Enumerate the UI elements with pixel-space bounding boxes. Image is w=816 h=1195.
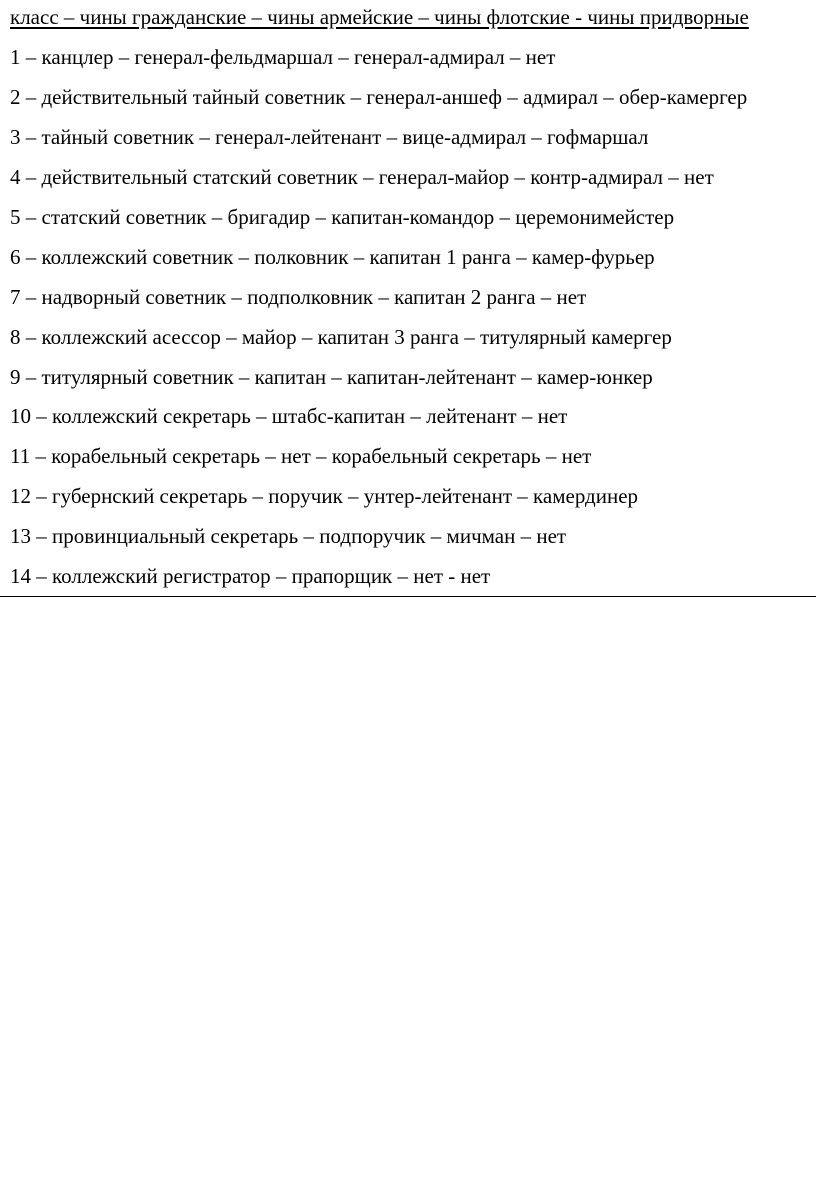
- rank-row-4: 4 – действительный статский советник – генерал-майор – контр-адмирал – нет: [10, 165, 714, 190]
- rank-row-10: 10 – коллежский секретарь – штабс-капитан – лейтенант – нет: [10, 404, 568, 429]
- rank-row-6: 6 – коллежский советник – полковник – капитан 1 ранга – камер-фурьер: [10, 244, 655, 269]
- rank-row-5: 5 – статский советник – бригадир – капитан-командор – церемонимейстер: [10, 205, 675, 229]
- rank-row-11: 11 – корабельный секретарь – нет – корабельный секретарь – нет: [10, 444, 592, 469]
- table-header: класс – чины гражданские – чины армейские – чины флотские - чины придворные: [10, 5, 749, 29]
- rank-row-2: 2 – действительный тайный советник – генерал-аншеф – адмирал – обер-камергер: [10, 85, 748, 110]
- rank-row-8: 8 – коллежский асессор – майор – капитан 3 ранга – титулярный камергер: [10, 324, 672, 349]
- rank-row-1: 1 – канцлер – генерал-фельдмаршал – генерал-адмирал – нет: [10, 45, 556, 70]
- rank-row-9: 9 – титулярный советник – капитан – капитан-лейтенант – камер-юнкер: [10, 364, 653, 389]
- rank-row-14: 14 – коллежский регистратор – прапорщик – нет - нет: [10, 564, 491, 589]
- rank-row-3: 3 – тайный советник – генерал-лейтенант – вице-адмирал – гофмаршал: [10, 125, 649, 150]
- bottom-divider: [0, 596, 816, 597]
- rank-list: [10, 38, 816, 596]
- rank-row-7: 7 – надворный советник – подполковник – капитан 2 ранга – нет: [10, 284, 587, 309]
- rank-row-13: 13 – провинциальный секретарь – подпоручик – мичман – нет: [10, 524, 567, 549]
- rank-row-12: 12 – губернский секретарь – поручик – унтер-лейтенант – камердинер: [10, 484, 639, 509]
